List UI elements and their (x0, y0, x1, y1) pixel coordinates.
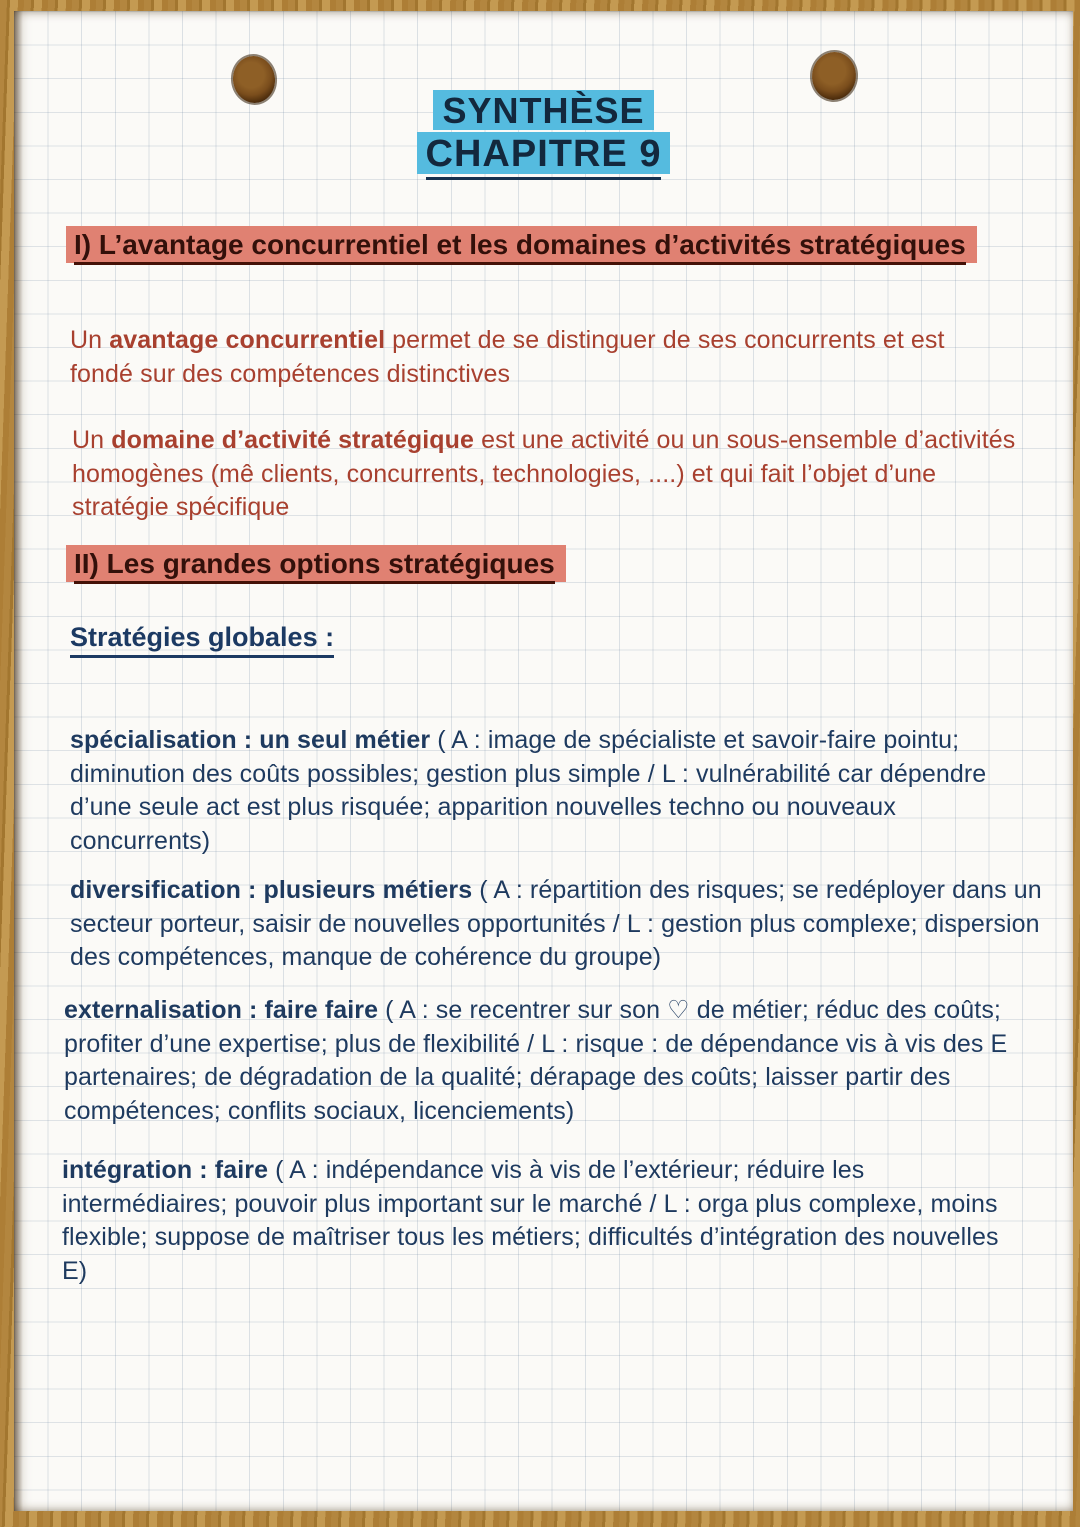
title-highlight-line1 (433, 90, 653, 130)
title-highlight-line2 (417, 132, 671, 174)
title-text-line1: SYNTHÈSE (442, 90, 644, 136)
paragraph-avantage-concurrentiel: Un avantage concurrentiel permet de se distinguer de ses concurrents et est fondé sur des compétences distinctives (70, 326, 945, 388)
term-diversification: diversification : plusieurs métiers (70, 876, 473, 904)
paragraph-specialisation: spécialisation : un seul métier ( A : image de spécialiste et savoir-faire pointu; diminution des coûts possibles; gestion plus simple / L : vulnérabilité car dépendre d’une seule act est plus risquée; apparition nouvelles techno ou nouveaux concurrents) (70, 726, 987, 855)
subheading-strategies-globales: Stratégies globales : (70, 622, 334, 653)
section1-heading: I) L’avantage concurrentiel et les domaines d’activités stratégiques (66, 226, 977, 263)
paper-torn-edge (14, 11, 23, 1511)
section2-heading: II) Les grandes options stratégiques (66, 545, 566, 582)
term-avantage-concurrentiel: avantage concurrentiel (109, 326, 386, 354)
notebook-paper (14, 11, 1073, 1511)
term-integration: intégration : faire (62, 1156, 269, 1184)
page-title (14, 90, 1073, 174)
term-specialisation: spécialisation : un seul métier (70, 726, 431, 754)
paragraph-externalisation (64, 994, 1054, 1128)
term-domaine-activite: domaine d’activité stratégique (111, 426, 475, 454)
term-externalisation: externalisation : faire faire (64, 996, 379, 1024)
heart-icon-inline-text: ( A : se recentrer sur son ♡ de métier; réduc des coûts; profiter d’une expertise; plus de flexibilité / L : risque : de dépendance vis à vis des E partenaires; de dégradation de la qualité; dérapage des coûts; laisser partir des compétences; conflits sociaux, licenciements) (64, 996, 1008, 1125)
title-text-line2: CHAPITRE 9 (426, 133, 662, 180)
paragraph-diversification: diversification : plusieurs métiers ( A : répartition des risques; se redéployer dans un secteur porteur, saisir de nouvelles opportunités / L : gestion plus complexe; dispersion des compétences, manque de cohérence du groupe) (70, 876, 1042, 972)
paragraph-integration: intégration : faire ( A : indépendance vis à vis de l’extérieur; réduire les intermédiaires; pouvoir plus important sur le marché / L : orga plus complexe, moins flexible; suppose de maîtriser tous les métiers; difficultés d’intégration des nouvelles E) (62, 1156, 999, 1285)
paragraph-domaine-activite: Un domaine d’activité stratégique est une activité ou un sous-ensemble d’activités homogènes (mê clients, concurrents, technologies, ....) et qui fait l’objet d’une stratégie spécifique (72, 426, 1016, 522)
